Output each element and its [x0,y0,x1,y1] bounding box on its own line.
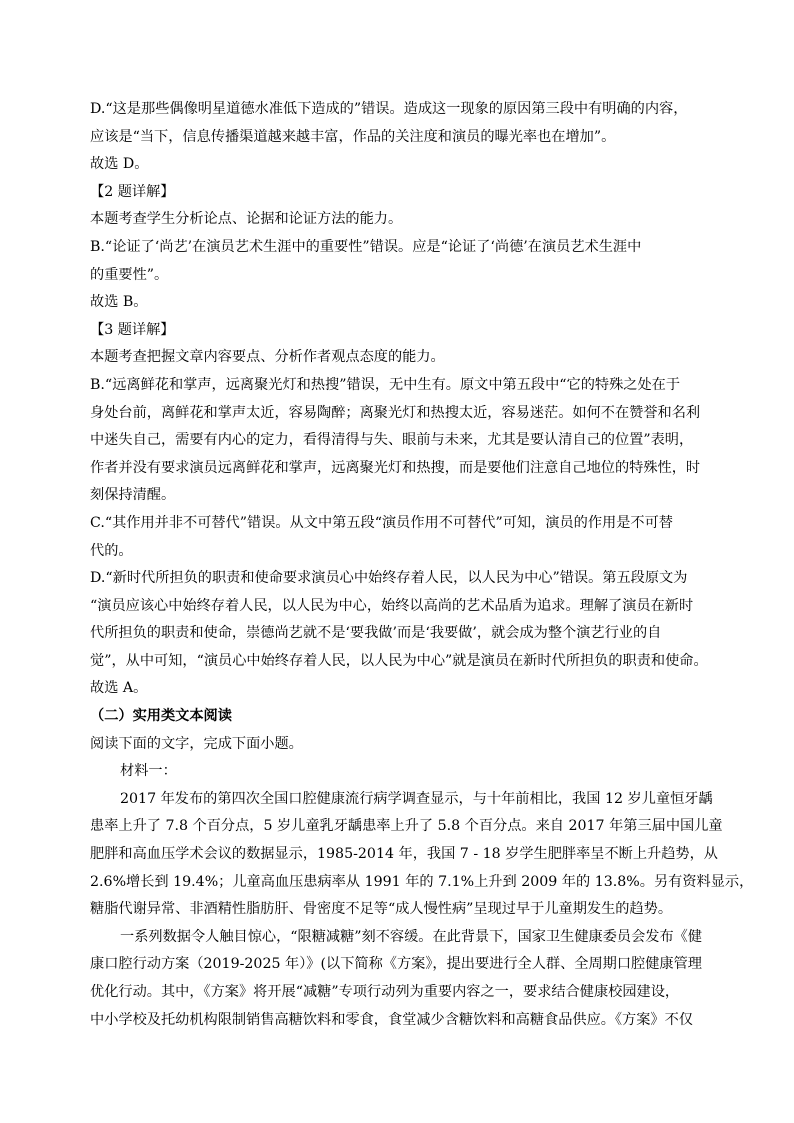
text-line: 患率上升了 7.8 个百分点，5 岁儿童乳牙龋患率上升了 5.8 个百分点。来自 2017 年第三届中国儿童 [90,818,723,835]
text-line: 代所担负的职责和使命，崇德尚艺就不是‘要我做’而是‘我要做’，就会成为整个演艺行业的自 [90,625,662,642]
text-line: 的重要性”。 [90,266,169,283]
text-line: 身处台前，离鲜花和掌声太近，容易陶醉；离聚光灯和热搜太近，容易迷茫。如何不在赞誉和名利 [90,404,701,421]
text-line: 应该是“当下，信息传播渠道越来越丰富，作品的关注度和演员的曝光率也在增加”。 [90,128,616,145]
text-line: D.“新时代所担负的职责和使命要求演员心中始终存着人民，以人民为中心”错误。第五段原文为 [90,570,688,587]
text-line: 本题考查把握文章内容要点、分析作者观点态度的能力。 [90,349,445,366]
document-page [90,96,754,1034]
text-line: “演员应该心中始终存着人民，以人民为中心，始终以高尚的艺术品盾为追求。理解了演员在新时 [90,597,694,614]
text-line: 阅读下面的文字，完成下面小题。 [90,735,303,752]
text-line: 2017 年发布的第四次全国口腔健康流行病学调查显示，与十年前相比，我国 12 岁儿童恒牙龋 [120,790,713,807]
text-line: 康口腔行动方案（2019-2025 年）》(以下简称《方案》，提出要进行全人群、全周期口腔健康管理 [90,956,702,973]
text-line: 代的。 [90,542,133,559]
text-line: 故选 B。 [90,294,148,311]
text-line: D.“这是那些偶像明星道德水准低下造成的”错误。造成这一现象的原因第三段中有明确的内容， [90,101,688,117]
section-title: （二）实用类文本阅读 [90,708,232,725]
text-line: 中小学校及托幼机构限制销售高糖饮料和零食，食堂减少含糖饮料和高糖食品供应。《方案》不仅 [90,1011,693,1028]
text-line: 糖脂代谢异常、非酒精性脂肪肝、骨密度不足等“成人慢性病”呈现过早于儿童期发生的趋势。 [90,901,673,918]
material-label: 材料一： [120,763,177,780]
section-heading: 【3 题详解】 [90,321,175,338]
text-line: 故选 D。 [90,156,149,173]
text-line: 觉”，从中可知，“演员心中始终存着人民，以人民为中心”就是演员在新时代所担负的职责和使命。 [90,652,708,669]
text-line: B.“论证了‘尚艺’在演员艺术生涯中的重要性”错误。应是“论证了‘尚德’在演员艺术生涯中 [90,238,642,255]
text-line: 本题考查学生分析论点、论据和论证方法的能力。 [90,211,403,228]
text-line: 故选 A。 [90,680,148,697]
text-line: C.“其作用并非不可替代”错误。从文中第五段“演员作用不可替代”可知，演员的作用是不可替 [90,514,673,531]
text-line: 一系列数据令人触目惊心，“限糖减糖”刻不容缓。在此背景下，国家卫生健康委员会发布《健 [120,928,703,945]
text-line: 作者并没有要求演员远离鲜花和掌声，远离聚光灯和热搜，而是要他们注意自己地位的特殊性，时 [90,459,701,476]
text-line: B.“远离鲜花和掌声，远离聚光灯和热搜”错误，无中生有。原文中第五段中“它的特殊之处在于 [90,376,681,393]
section-heading: 【2 题详解】 [90,183,175,200]
text-line: 优化行动。其中，《方案》将开展“减糖”专项行动列为重要内容之一，要求结合健康校园建设， [90,984,680,1000]
text-line: 中迷失自己，需要有内心的定力，看得清得与失、眼前与未来，尤其是要认清自己的位置”表明， [90,432,694,449]
text-line: 刻保持清醒。 [90,487,176,504]
text-line: 2.6%增长到 19.4%；儿童高血压患病率从 1991 年的 7.1%上升到 2009 年的 13.8%。另有资料显示， [90,873,754,890]
text-line: 肥胖和高血压学术会议的数据显示，1985-2014 年，我国 7 - 18 岁学生肥胖率呈不断上升趋势，从 [90,846,718,863]
